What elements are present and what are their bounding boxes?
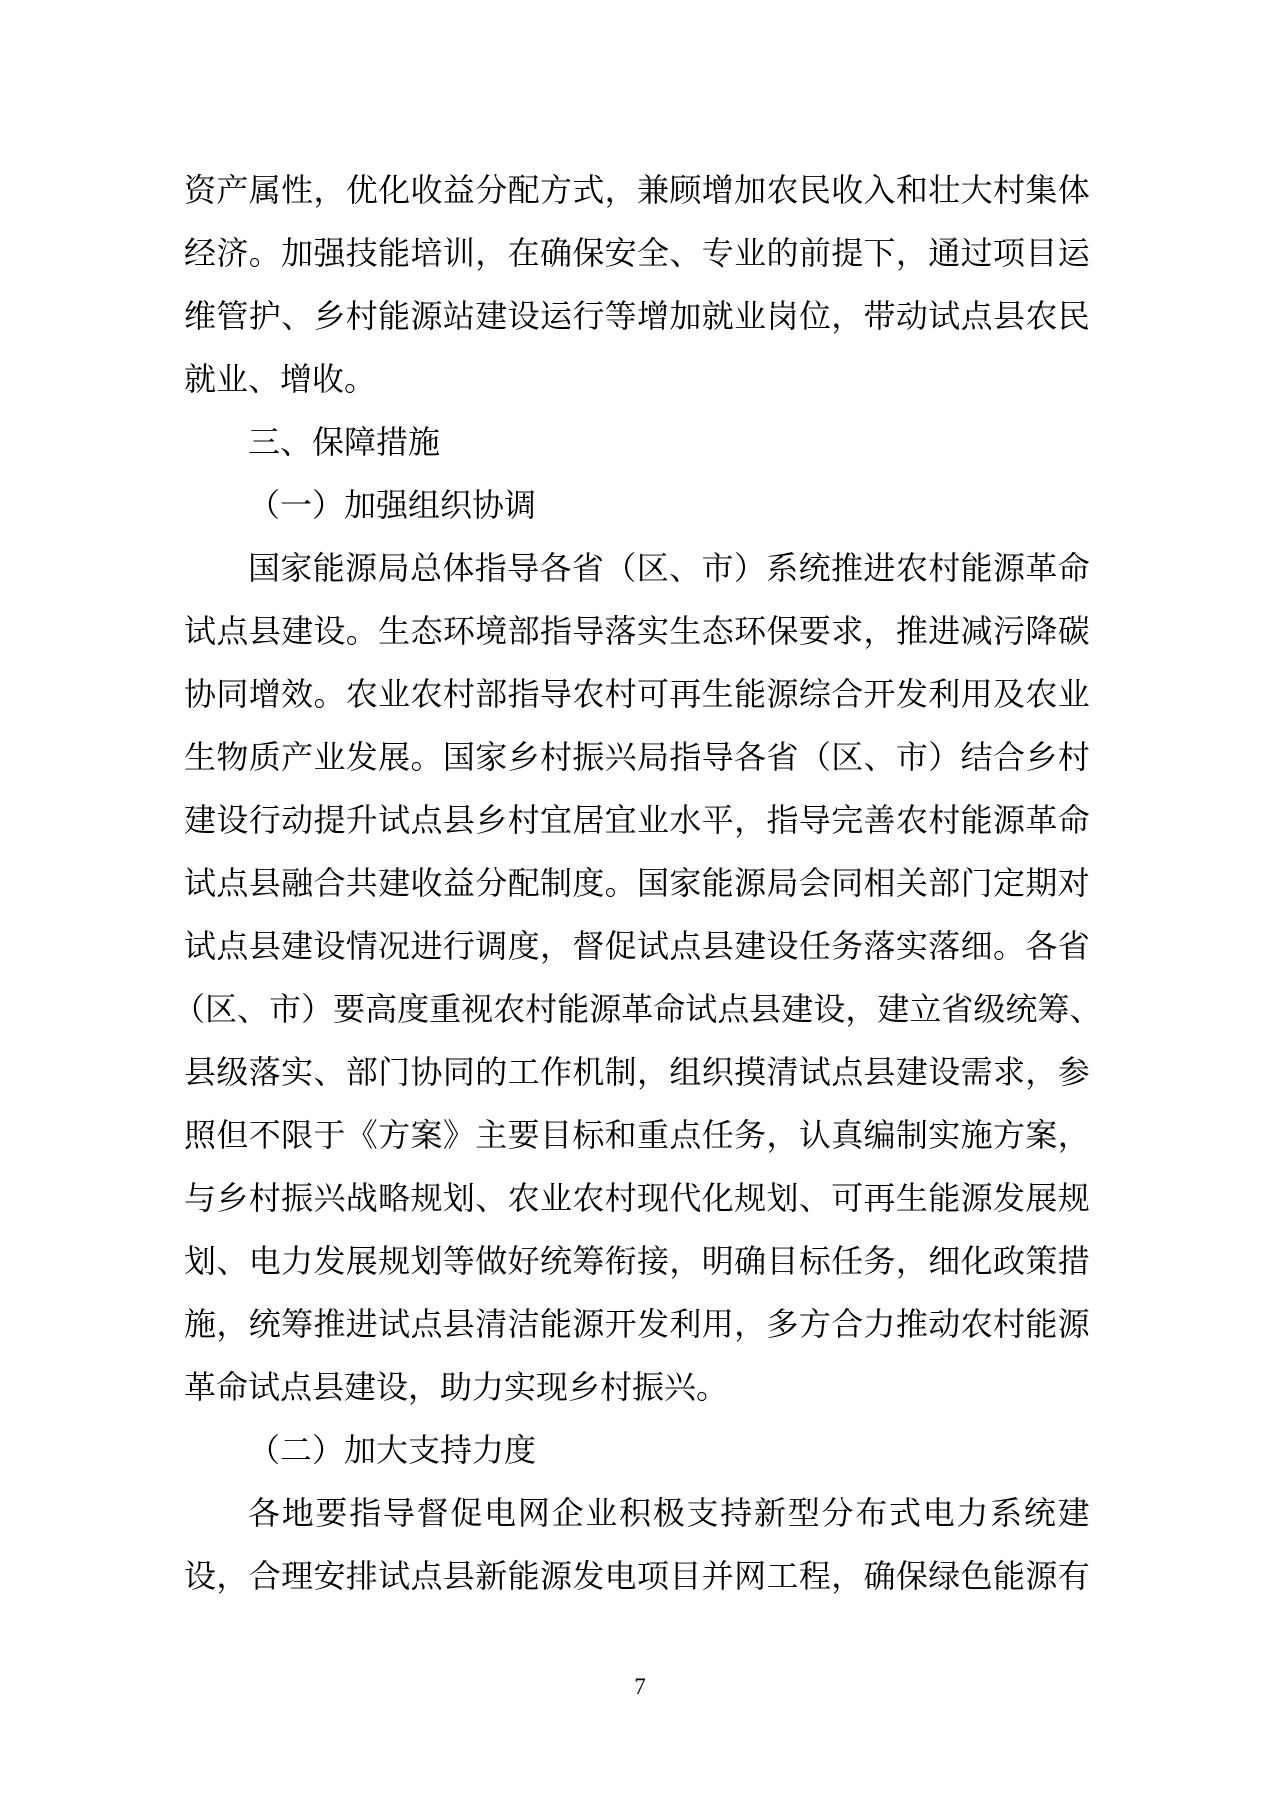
text-line: 施 ， 统 筹 推 进 试 点 县 清 洁 能 源 开 发 利 用 ， 多 方 合 力 推 动 农 村 能 源: [184, 1306, 1090, 1342]
text-line: 就业、增收。: [184, 361, 377, 397]
text-line: 试 点 县 建 设 情 况 进 行 调 度 ， 督 促 试 点 县 建 设 任 务 落 实 落 细 。 各 省: [184, 928, 1090, 964]
section-heading: 三、保障措施: [248, 424, 441, 460]
text-line: （ 区 、 市 ） 要 高 度 重 视 农 村 能 源 革 命 试 点 县 建 设 ， 建 立 省 级 统 筹 、: [173, 991, 1102, 1027]
text-line: 试 点 县 融 合 共 建 收 益 分 配 制 度 。 国 家 能 源 局 会 同 相 关 部 门 定 期 对: [184, 865, 1090, 901]
page-number: 7: [634, 1674, 646, 1699]
text-line: 国 家 能 源 局 总 体 指 导 各 省 （ 区 、 市 ） 系 统 推 进 农 村 能 源 革 命: [248, 550, 1090, 586]
text-line: 照 但 不 限 于 《 方 案 》 主 要 目 标 和 重 点 任 务 ， 认 真 编 制 实 施 方 案 ，: [184, 1117, 1090, 1153]
document-content: [173, 159, 1102, 1608]
text-line: 协 同 增 效 。 农 业 农 村 部 指 导 农 村 可 再 生 能 源 综 合 开 发 利 用 及 农 业: [184, 676, 1090, 712]
text-line: 经 济 。 加 强 技 能 培 训 ， 在 确 保 安 全 、 专 业 的 前 提 下 ， 通 过 项 目 运: [184, 235, 1090, 271]
text-line: 资 产 属 性 ， 优 化 收 益 分 配 方 式 ， 兼 顾 增 加 农 民 收 入 和 壮 大 村 集 体: [184, 172, 1090, 208]
text-line: 各 地 要 指 导 督 促 电 网 企 业 积 极 支 持 新 型 分 布 式 电 力 系 统 建: [248, 1495, 1090, 1531]
text-line: 革命试点县建设，助力实现乡村振兴。: [184, 1369, 729, 1405]
text-line: 试 点 县 建 设 。 生 态 环 境 部 指 导 落 实 生 态 环 保 要 求 ， 推 进 减 污 降 碳: [184, 613, 1090, 649]
text-line: 维 管 护 、 乡 村 能 源 站 建 设 运 行 等 增 加 就 业 岗 位 ， 带 动 试 点 县 农 民: [184, 298, 1090, 334]
subsection-heading: （二）加大支持力度: [248, 1432, 537, 1468]
text-line: 生 物 质 产 业 发 展 。 国 家 乡 村 振 兴 局 指 导 各 省 （ 区 、 市 ） 结 合 乡 村: [184, 739, 1090, 775]
subsection-heading: （一）加强组织协调: [248, 487, 537, 523]
text-line: 设 ， 合 理 安 排 试 点 县 新 能 源 发 电 项 目 并 网 工 程 ， 确 保 绿 色 能 源 有: [184, 1558, 1090, 1594]
text-line: 县 级 落 实 、 部 门 协 同 的 工 作 机 制 ， 组 织 摸 清 试 点 县 建 设 需 求 ， 参: [184, 1054, 1090, 1090]
text-line: 建 设 行 动 提 升 试 点 县 乡 村 宜 居 宜 业 水 平 ， 指 导 完 善 农 村 能 源 革 命: [184, 802, 1090, 838]
text-line: 划 、 电 力 发 展 规 划 等 做 好 统 筹 衔 接 ， 明 确 目 标 任 务 ， 细 化 政 策 措: [184, 1243, 1090, 1279]
text-line: 与 乡 村 振 兴 战 略 规 划 、 农 业 农 村 现 代 化 规 划 、 可 再 生 能 源 发 展 规: [184, 1180, 1090, 1216]
